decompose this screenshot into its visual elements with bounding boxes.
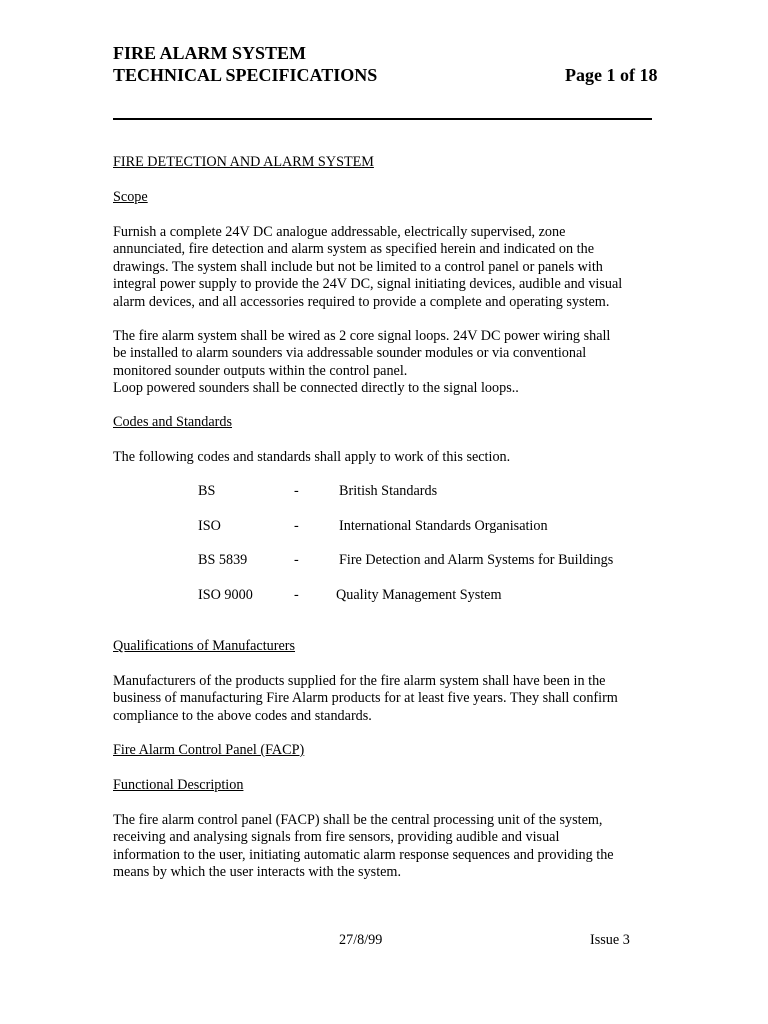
code-dash: -	[294, 587, 299, 603]
facp-paragraph	[113, 812, 673, 882]
scope-paragraph-1	[113, 224, 673, 311]
code-description: International Standards Organisation	[339, 518, 548, 534]
scope-paragraph-2	[113, 328, 673, 398]
paragraph-line: integral power supply to provide the 24V DC, signal initiating devices, audible and visual	[113, 276, 623, 293]
code-description: Fire Detection and Alarm Systems for Buildings	[339, 552, 614, 568]
paragraph-line: Loop powered sounders shall be connected directly to the signal loops..	[113, 380, 519, 397]
paragraph-line: annunciated, fire detection and alarm system as specified herein and indicated on the	[113, 241, 595, 258]
functional-description-heading: Functional Description	[113, 777, 244, 793]
codes-heading: Codes and Standards	[113, 414, 233, 430]
facp-heading: Fire Alarm Control Panel (FACP)	[113, 742, 305, 758]
code-abbrev: BS 5839	[198, 552, 248, 568]
doc-title-line1: FIRE ALARM SYSTEM	[113, 43, 307, 63]
paragraph-line: compliance to the above codes and standards.	[113, 707, 372, 724]
paragraph-line: means by which the user interacts with the system.	[113, 864, 402, 881]
paragraph-line: The fire alarm control panel (FACP) shall be the central processing unit of the system,	[113, 812, 603, 828]
paragraph-line: receiving and analysing signals from fire sensors, providing audible and visual	[113, 829, 560, 846]
code-description: British Standards	[339, 483, 438, 499]
code-dash: -	[294, 483, 299, 499]
header-divider	[113, 118, 652, 120]
code-description: Quality Management System	[336, 587, 502, 603]
paragraph-line: The fire alarm system shall be wired as 2 core signal loops. 24V DC power wiring shall	[113, 328, 611, 344]
paragraph-line: alarm devices, and all accessories required to provide a complete and operating system.	[113, 293, 610, 310]
page-number: Page 1 of 18	[565, 65, 658, 85]
paragraph-line: information to the user, initiating automatic alarm response sequences and providing the	[113, 846, 614, 863]
footer-date: 27/8/99	[339, 932, 383, 948]
qualifications-heading: Qualifications of Manufacturers	[113, 638, 296, 654]
paragraph-line: Furnish a complete 24V DC analogue addressable, electrically supervised, zone	[113, 224, 566, 240]
code-dash: -	[294, 552, 299, 568]
paragraph-line: Manufacturers of the products supplied for the fire alarm system shall have been in the	[113, 673, 606, 689]
footer-issue: Issue 3	[590, 932, 630, 948]
paragraph-line: drawings. The system shall include but not be limited to a control panel or panels with	[113, 258, 603, 275]
scope-heading: Scope	[113, 189, 148, 205]
paragraph-line: monitored sounder outputs within the control panel.	[113, 362, 408, 379]
code-dash: -	[294, 518, 299, 534]
code-abbrev: ISO 9000	[198, 587, 253, 603]
paragraph-line: be installed to alarm sounders via addressable sounder modules or via conventional	[113, 345, 587, 362]
qualifications-paragraph	[113, 673, 673, 725]
code-abbrev: BS	[198, 483, 216, 499]
doc-title-line2: TECHNICAL SPECIFICATIONS	[113, 65, 378, 85]
paragraph-line: business of manufacturing Fire Alarm products for at least five years. They shall confirm	[113, 690, 618, 707]
section-title: FIRE DETECTION AND ALARM SYSTEM	[113, 154, 374, 170]
code-abbrev: ISO	[198, 518, 221, 534]
codes-intro: The following codes and standards shall apply to work of this section.	[113, 449, 511, 465]
